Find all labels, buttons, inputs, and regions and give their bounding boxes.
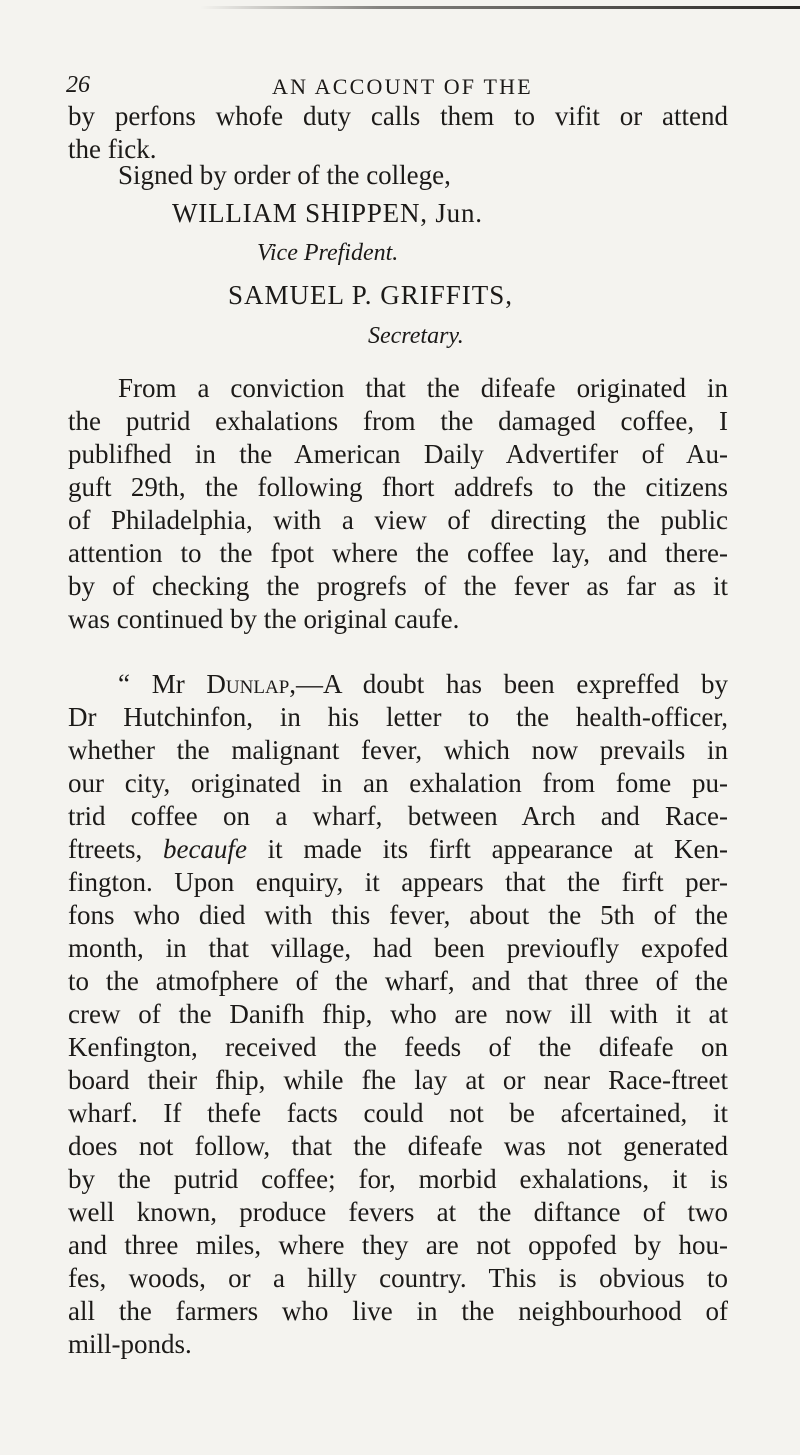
text-line: and three miles, where they are not oppofed by hou- xyxy=(68,1230,728,1260)
text-line: board their fhip, while fhe lay at or near Race-ftreet xyxy=(68,1065,728,1095)
text-line: wharf. If thefe facts could not be afcertained, it xyxy=(68,1098,728,1128)
running-head: AN ACCOUNT OF THE xyxy=(272,74,533,99)
text-line: of Philadelphia, with a view of directing the public xyxy=(68,505,728,535)
page-top-rule xyxy=(200,6,800,9)
text-line: month, in that village, had been previoufly expofed xyxy=(68,933,728,963)
text-line xyxy=(68,833,728,866)
text-line: the fick. xyxy=(68,134,157,164)
opening-text xyxy=(68,100,728,166)
text-line xyxy=(68,668,728,701)
signatory-title-secretary: Secretary. xyxy=(368,323,464,349)
signatory-name-griffits: SAMUEL P. GRIFFITS, xyxy=(228,280,514,310)
opening-quote: “ Mr xyxy=(118,669,207,699)
text-line: to the atmofphere of the wharf, and that three of the xyxy=(68,966,728,996)
text-line: all the farmers who live in the neighbourhood of xyxy=(68,1296,728,1326)
text-line: fons who died with this fever, about the 5th of the xyxy=(68,900,728,930)
text-fragment: it made its firft appearance at Ken- xyxy=(246,834,728,864)
paragraph-conviction xyxy=(68,372,728,636)
text-line: trid coffee on a wharf, between Arch and Race- xyxy=(68,801,728,831)
text-line: attention to the fpot where the coffee lay, and there- xyxy=(68,538,728,568)
text-line: From a conviction that the difeafe originated in xyxy=(118,373,728,403)
signed-by-line: Signed by order of the college, xyxy=(118,160,451,190)
signatory-name-shippen: WILLIAM SHIPPEN, Jun. xyxy=(172,198,483,228)
text-line: by perfons whofe duty calls them to vifit or attend xyxy=(68,101,728,131)
addressee-name: Dunlap xyxy=(206,669,290,699)
text-fragment: ftreets, xyxy=(68,834,163,864)
salutation-rest: ,—A doubt has been expreffed by xyxy=(289,669,728,699)
text-line: fes, woods, or a hilly country. This is obvious to xyxy=(68,1263,728,1293)
text-line: the putrid exhalations from the damaged coffee, I xyxy=(68,406,728,436)
text-line: Dr Hutchinfon, in his letter to the health-officer, xyxy=(68,702,728,732)
signatory-title-vice-president: Vice Prefident. xyxy=(257,240,399,266)
text-line: was continued by the original caufe. xyxy=(68,604,460,634)
text-line: by the putrid coffee; for, morbid exhalations, it is xyxy=(68,1164,728,1194)
page-number: 26 xyxy=(66,72,90,98)
text-line: well known, produce fevers at the diftance of two xyxy=(68,1197,728,1227)
text-line: does not follow, that the difeafe was not generated xyxy=(68,1131,728,1161)
text-line: mill-ponds. xyxy=(68,1329,192,1359)
text-line: fington. Upon enquiry, it appears that the firft per- xyxy=(68,867,728,897)
italic-word: becaufe xyxy=(162,834,247,864)
text-line: crew of the Danifh fhip, who are now ill with it at xyxy=(68,999,728,1029)
text-line: guft 29th, the following fhort addrefs to the citizens xyxy=(68,472,728,502)
text-line: whether the malignant fever, which now prevails in xyxy=(68,735,728,765)
text-line: by of checking the progrefs of the fever as far as it xyxy=(68,571,728,601)
text-line: Kenfington, received the feeds of the difeafe on xyxy=(68,1032,728,1062)
text-line: publifhed in the American Daily Advertifer of Au- xyxy=(68,439,728,469)
paragraph-dunlap-letter xyxy=(68,668,728,1361)
text-line: our city, originated in an exhalation from fome pu- xyxy=(68,768,728,798)
